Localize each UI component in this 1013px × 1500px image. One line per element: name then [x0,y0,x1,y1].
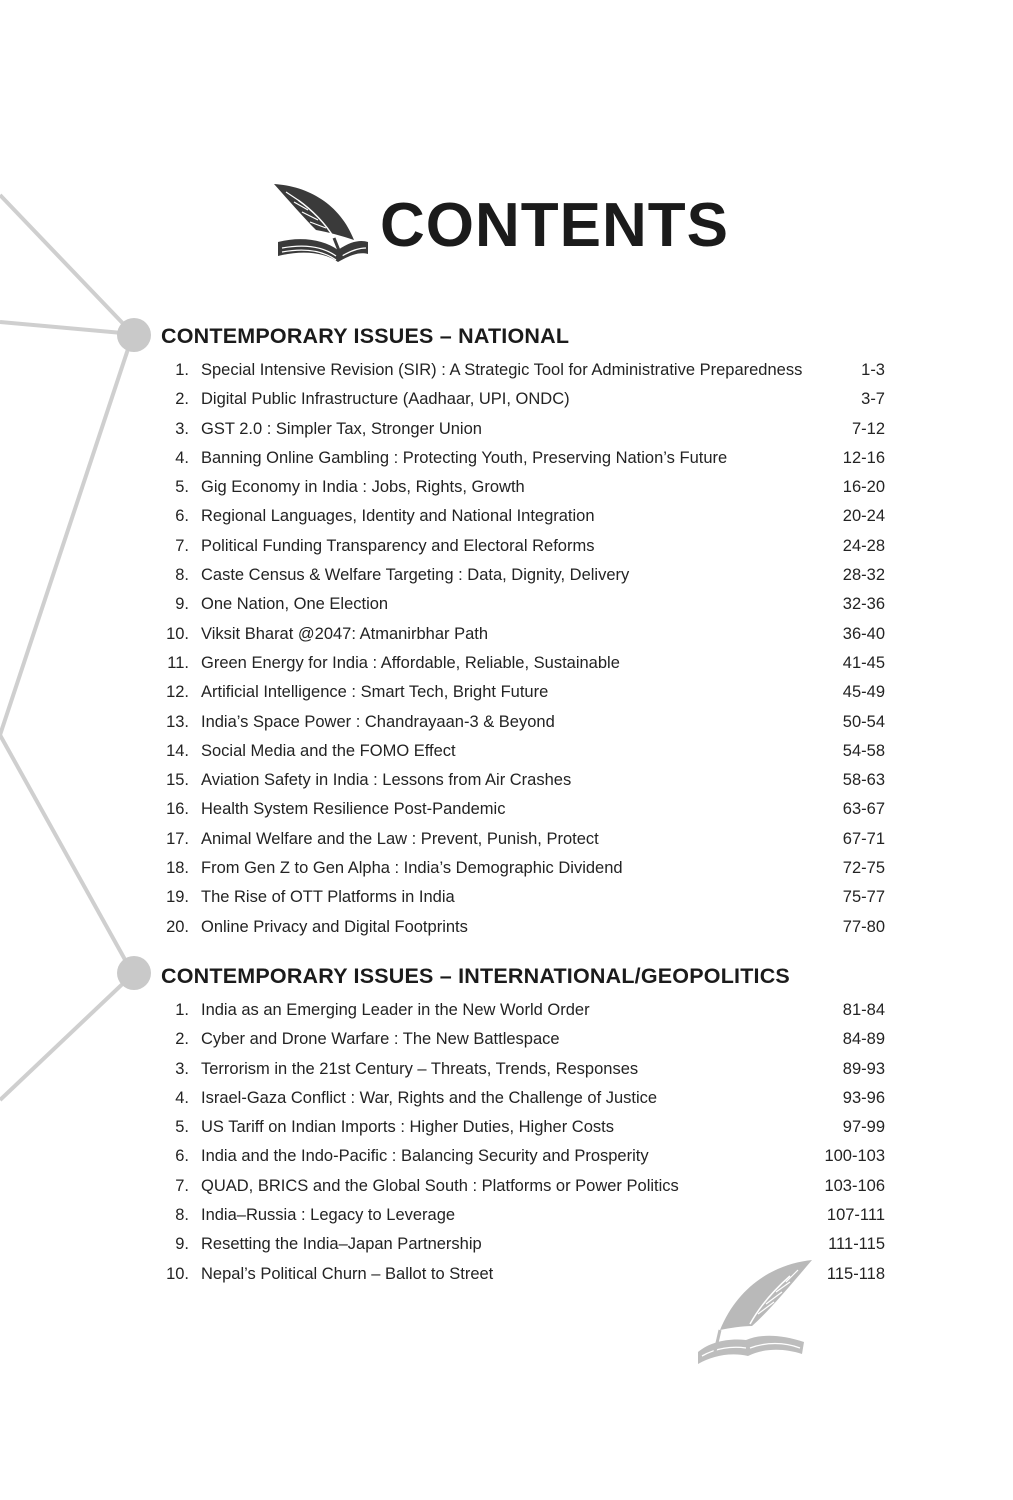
entry-title: Health System Resilience Post-Pandemic [201,800,506,819]
toc-entry [161,620,885,649]
toc-entry [161,1084,885,1113]
network-node-top [117,318,151,352]
toc-entry [161,1172,885,1201]
toc-entry [161,1113,885,1142]
toc-entry [161,473,885,502]
entry-title: Gig Economy in India : Jobs, Rights, Growth [201,478,525,497]
entry-title: The Rise of OTT Platforms in India [201,888,455,907]
entry-number: 2. [175,390,189,409]
entry-number: 7. [175,1176,189,1195]
entry-title: Artificial Intelligence : Smart Tech, Bright Future [201,683,549,702]
entry-pages: 20-24 [842,507,885,526]
entry-number: 10. [166,624,189,643]
entry-pages: 115-118 [826,1264,885,1283]
entry-pages: 84-89 [842,1030,885,1049]
entry-number: 1. [175,1001,189,1019]
entry-title: Political Funding Transparency and Electoral Reforms [201,536,595,555]
entry-pages: 45-49 [842,683,885,702]
entry-pages: 97-99 [842,1118,885,1137]
entry-number: 16. [166,800,189,819]
entry-pages: 103-106 [824,1176,885,1195]
toc-entry [161,561,885,590]
toc-entry [161,356,885,385]
entry-pages: 50-54 [842,712,885,731]
entry-number: 3. [175,419,189,438]
entry-pages: 77-80 [842,917,885,936]
toc-entry [161,737,885,766]
entry-pages: 93-96 [842,1088,885,1107]
entry-number: 12. [166,683,189,702]
toc-entry [161,1201,885,1230]
entry-title: One Nation, One Election [201,595,389,614]
toc-entry [161,766,885,795]
feather-book-icon [268,180,372,272]
entry-title: Caste Census & Welfare Targeting : Data, Dignity, Delivery [201,566,630,585]
entry-pages: 7-12 [851,419,885,438]
toc-entry [161,996,885,1025]
entry-pages: 12-16 [842,448,885,467]
entry-title: Regional Languages, Identity and National Integration [201,507,595,526]
toc-entry [161,532,885,561]
entry-title: Resetting the India–Japan Partnership [201,1235,482,1254]
toc-entry [161,1055,885,1084]
entry-pages: 111-115 [828,1235,885,1254]
section-international [161,961,885,1289]
toc-list [161,356,885,942]
entry-number: 19. [166,888,189,907]
entry-number: 14. [166,741,189,760]
toc-entry [161,385,885,414]
entry-pages: 58-63 [842,771,885,790]
entry-pages: 75-77 [842,888,885,907]
entry-title: QUAD, BRICS and the Global South : Platforms or Power Politics [201,1176,679,1195]
entry-number: 7. [175,536,189,555]
entry-pages: 89-93 [842,1059,885,1078]
entry-number: 6. [175,1147,189,1166]
entry-title: India as an Emerging Leader in the New World Order [201,1001,590,1019]
toc-entry [161,678,885,707]
toc-entry [161,825,885,854]
entry-pages: 32-36 [842,595,885,614]
toc-entry [161,708,885,737]
entry-pages: 81-84 [842,1001,885,1019]
page-title: CONTENTS [380,191,729,260]
contents-header [268,176,729,276]
entry-pages: 54-58 [842,741,885,760]
entry-pages: 41-45 [842,653,885,672]
entry-title: Terrorism in the 21st Century – Threats, Trends, Responses [201,1059,639,1078]
section-heading: CONTEMPORARY ISSUES – INTERNATIONAL/GEOPOLITICS [161,964,790,988]
toc-entry [161,913,885,942]
network-node-bottom [117,956,151,990]
entry-title: Nepal’s Political Churn – Ballot to Street [201,1264,494,1283]
entry-number: 5. [175,478,189,497]
entry-number: 18. [166,859,189,878]
entry-pages: 100-103 [824,1147,885,1166]
entry-title: GST 2.0 : Simpler Tax, Stronger Union [201,419,482,438]
entry-title: Green Energy for India : Affordable, Reliable, Sustainable [201,653,620,672]
entry-title: Online Privacy and Digital Footprints [201,917,468,936]
entry-number: 8. [175,1206,189,1225]
entry-title: Cyber and Drone Warfare : The New Battlespace [201,1030,560,1049]
entry-number: 10. [166,1264,189,1283]
toc-entry [161,795,885,824]
entry-pages: 1-3 [861,361,885,379]
entry-number: 1. [175,361,189,379]
toc-entry [161,649,885,678]
entry-pages: 107-111 [826,1206,885,1225]
entry-title: Viksit Bharat @2047: Atmanirbhar Path [201,624,489,643]
entry-pages: 63-67 [842,800,885,819]
entry-title: US Tariff on Indian Imports : Higher Duties, Higher Costs [201,1118,614,1137]
entry-title: Digital Public Infrastructure (Aadhaar, UPI, ONDC) [201,390,570,409]
entry-number: 11. [167,653,189,672]
entry-pages: 16-20 [842,478,885,497]
toc-entry [161,854,885,883]
entry-pages: 67-71 [842,829,885,848]
toc-entry [161,502,885,531]
entry-title: Banning Online Gambling : Protecting Youth, Preserving Nation’s Future [201,448,728,467]
entry-number: 8. [175,566,189,585]
entry-number: 17. [166,829,189,848]
entry-title: Israel-Gaza Conflict : War, Rights and the Challenge of Justice [201,1088,658,1107]
entry-number: 20. [166,917,189,936]
entry-pages: 36-40 [842,624,885,643]
entry-title: India–Russia : Legacy to Leverage [201,1206,456,1225]
entry-number: 13. [166,712,189,731]
entry-pages: 24-28 [842,536,885,555]
entry-number: 15. [166,771,189,790]
toc-list [161,996,885,1289]
toc-entry [161,883,885,912]
entry-number: 2. [175,1030,189,1049]
entry-number: 6. [175,507,189,526]
entry-pages: 72-75 [842,859,885,878]
entry-number: 5. [175,1118,189,1137]
entry-title: Animal Welfare and the Law : Prevent, Punish, Protect [201,829,599,848]
entry-number: 9. [175,1235,189,1254]
toc-entry [161,1025,885,1054]
section-heading: CONTEMPORARY ISSUES – NATIONAL [161,324,570,348]
entry-title: India and the Indo-Pacific : Balancing Security and Prosperity [201,1147,649,1166]
entry-title: From Gen Z to Gen Alpha : India’s Demographic Dividend [201,859,623,878]
entry-number: 9. [175,595,189,614]
entry-number: 4. [175,448,189,467]
toc-entry [161,1142,885,1171]
entry-title: India’s Space Power : Chandrayaan-3 & Beyond [201,712,555,731]
toc-entry [161,415,885,444]
entry-number: 3. [175,1059,189,1078]
entry-number: 4. [175,1088,189,1107]
entry-title: Aviation Safety in India : Lessons from Air Crashes [201,771,572,790]
feather-book-watermark-icon [694,1256,818,1374]
entry-pages: 3-7 [861,390,885,409]
entry-title: Special Intensive Revision (SIR) : A Strategic Tool for Administrative Preparedness [201,361,803,379]
toc-entry [161,444,885,473]
section-national [161,321,885,942]
toc-entry [161,590,885,619]
entry-pages: 28-32 [842,566,885,585]
entry-title: Social Media and the FOMO Effect [201,741,456,760]
